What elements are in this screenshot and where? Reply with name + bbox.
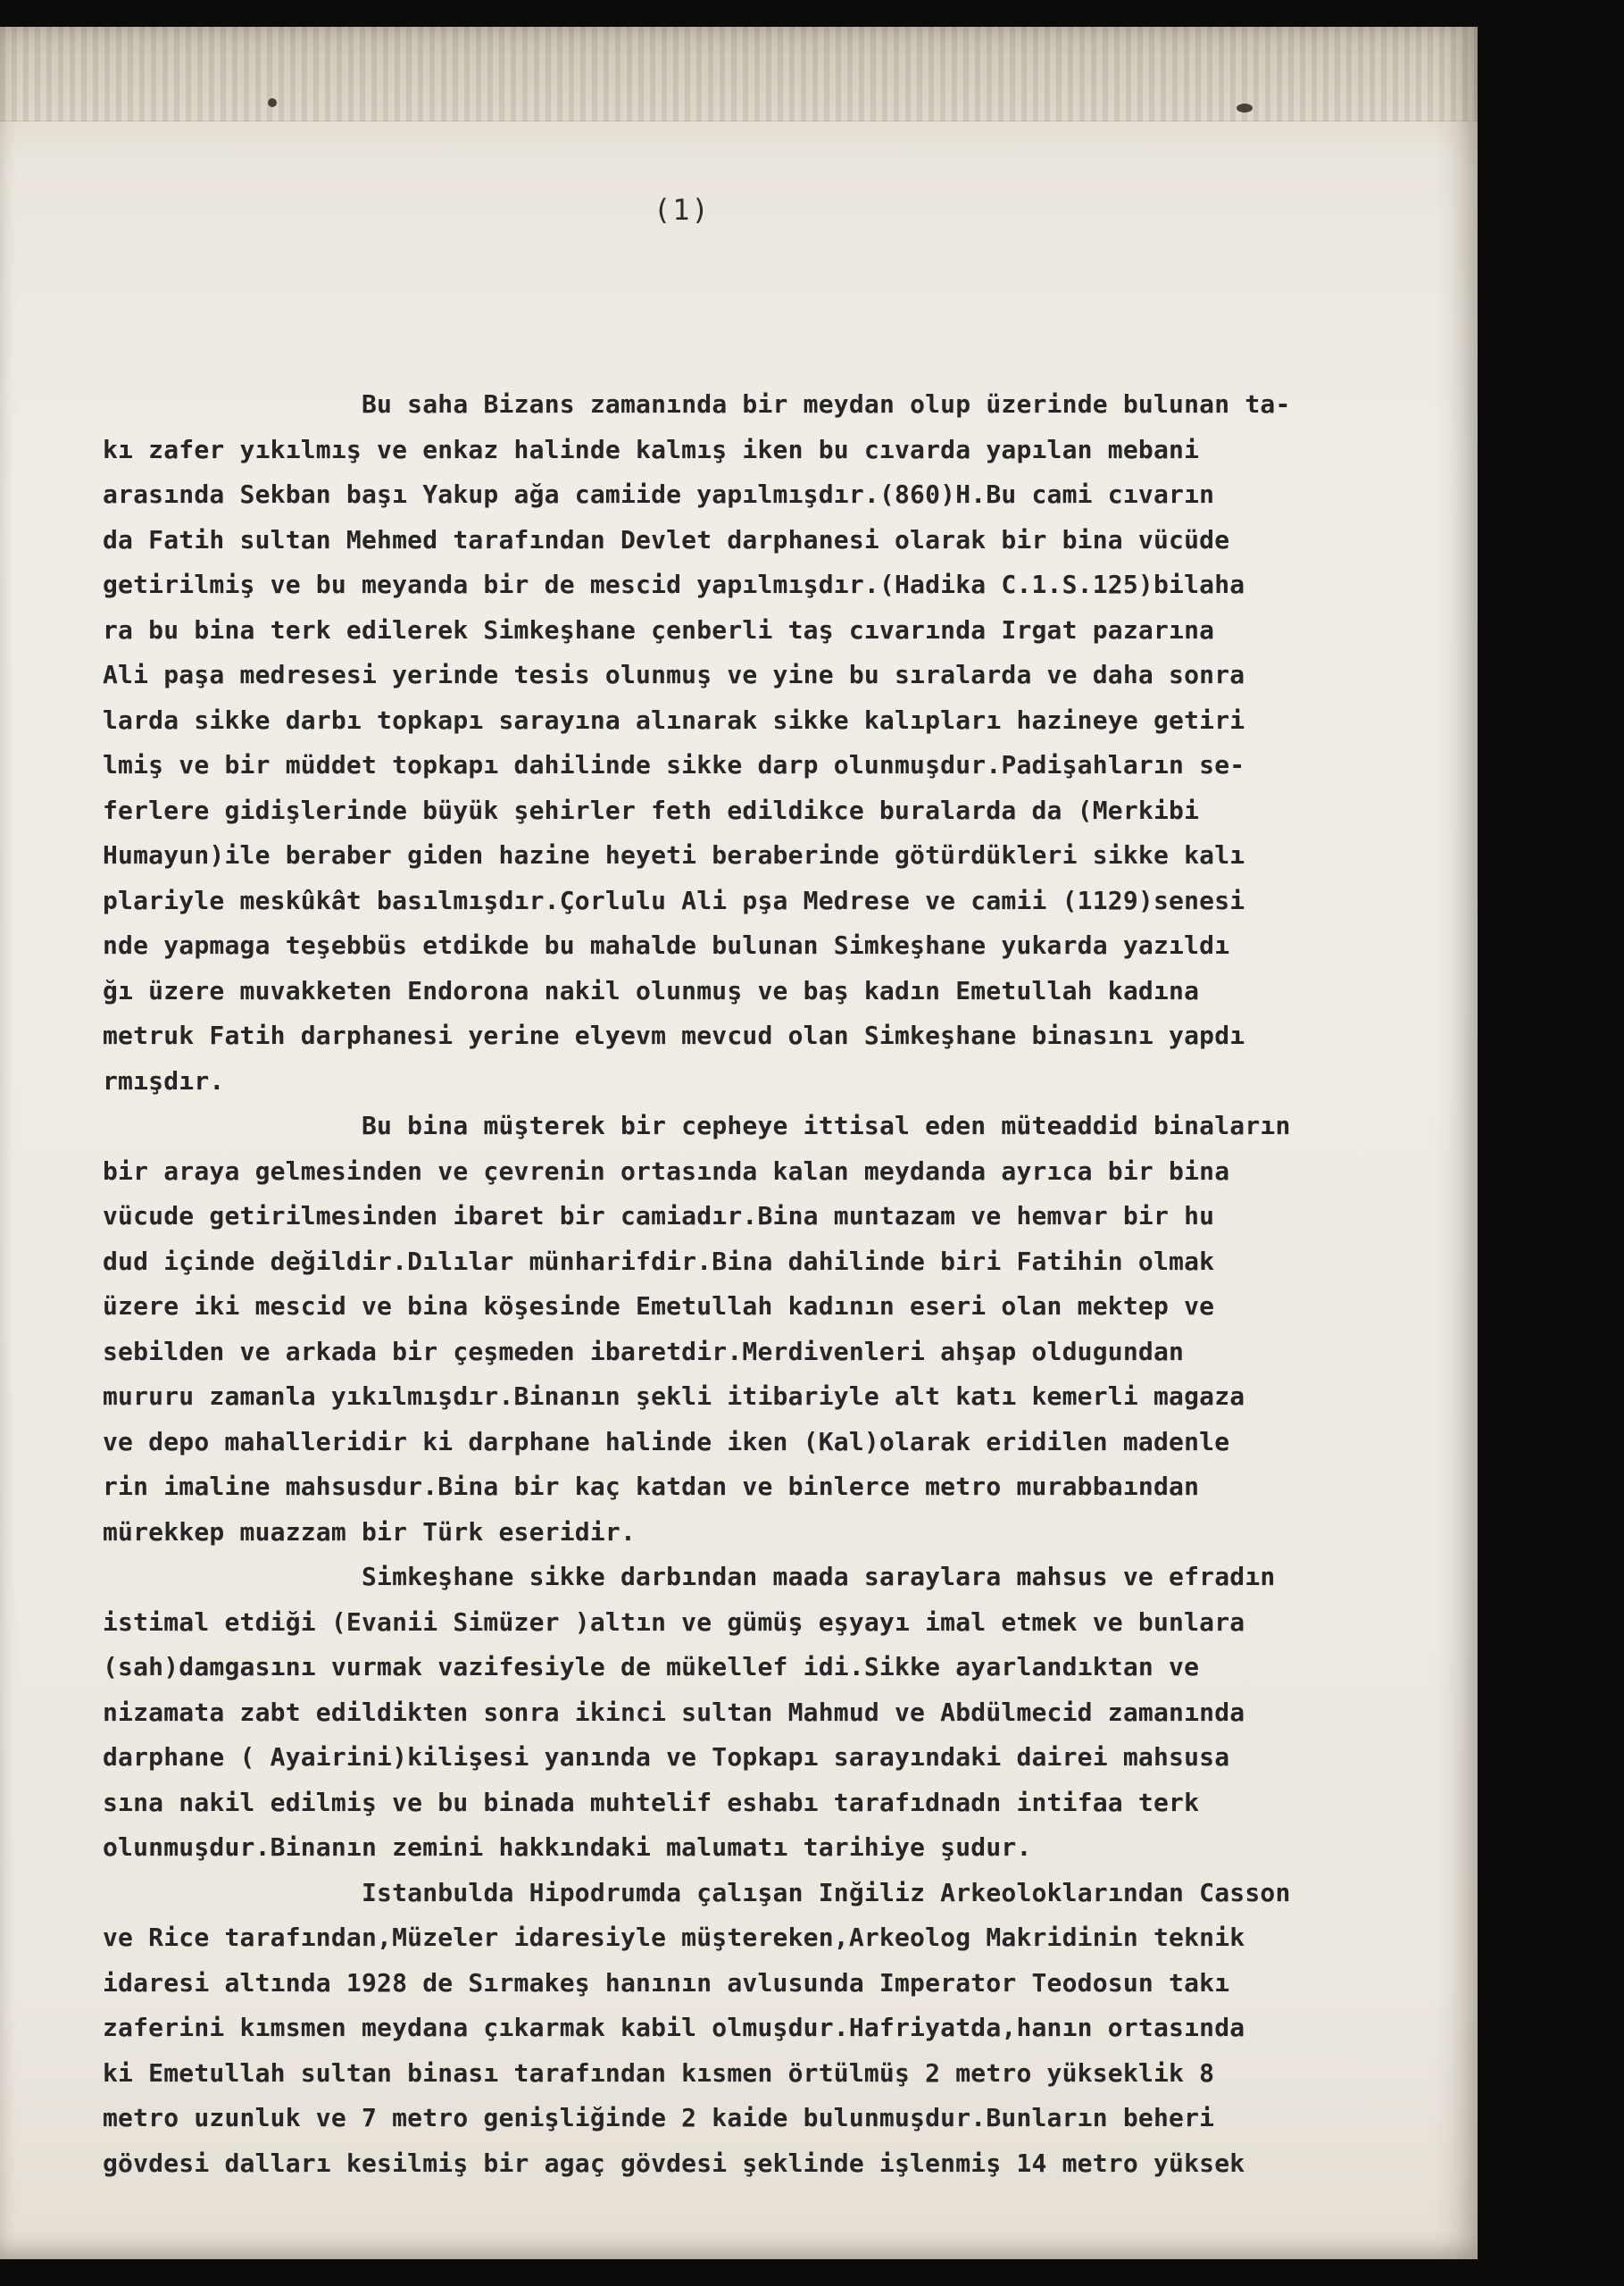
- text-line: ferlere gidişlerinde büyük şehirler feth edildikce buralarda da (Merkibi: [103, 795, 1200, 825]
- text-line: lmiş ve bir müddet topkapı dahilinde sikke darp olunmuşdur.Padişahların se-: [103, 750, 1245, 780]
- text-line: sebilden ve arkada bir çeşmeden ibaretdir.Merdivenleri ahşap oldugundan: [103, 1336, 1185, 1366]
- text-line: rin imaline mahsusdur.Bina bir kaç katdan ve binlerce metro murabbaından: [103, 1472, 1200, 1501]
- text-line: idaresi altında 1928 de Sırmakeş hanının avlusunda Imperator Teodosun takı: [103, 1967, 1230, 1998]
- text-line: rmışdır.: [103, 1065, 225, 1096]
- text-line: ve Rice tarafından,Müzeler idaresiyle müştereken,Arkeolog Makridinin teknik: [103, 1923, 1245, 1952]
- text-line: ki Emetullah sultan binası tarafından kısmen örtülmüş 2 metro yükseklik 8: [103, 2057, 1215, 2088]
- text-line: mururu zamanla yıkılmışdır.Binanın şekli itibariyle alt katı kemerli magaza: [103, 1381, 1245, 1411]
- text-line: vücude getirilmesinden ibaret bir camiadır.Bina muntazam ve hemvar bir hu: [103, 1201, 1215, 1231]
- text-line: da Fatih sultan Mehmed tarafından Devlet darphanesi olarak bir bina vücüde: [103, 524, 1230, 555]
- ink-spot: [268, 98, 277, 107]
- document-body: [103, 382, 1469, 2186]
- text-line: nizamata zabt edildikten sonra ikinci sultan Mahmud ve Abdülmecid zamanında: [103, 1697, 1245, 1727]
- text-line: gövdesi dalları kesilmiş bir agaç gövdesi şeklinde işlenmiş 14 metro yüksek: [103, 2148, 1245, 2178]
- paragraph-4: [103, 1871, 1469, 2187]
- paragraph-3: [103, 1555, 1469, 1871]
- text-line: plariyle meskûkât basılmışdır.Çorlulu Ali pşa Medrese ve camii (1129)senesi: [103, 885, 1245, 915]
- text-line: mürekkep muazzam bir Türk eseridir.: [103, 1516, 637, 1547]
- paragraph-1: [103, 382, 1469, 1104]
- text-line: Humayun)ile beraber giden hazine heyeti beraberinde götürdükleri sikke kalı: [103, 840, 1245, 870]
- text-line: (sah)damgasını vurmak vazifesiyle de mükellef idi.Sikke ayarlandıktan ve: [103, 1652, 1200, 1681]
- text-line: Istanbulda Hipodrumda çalışan Inğiliz Arkeoloklarından Casson: [362, 1877, 1291, 1907]
- text-line: sına nakil edilmiş ve bu binada muhtelif eshabı tarafıdnadn intifaa terk: [103, 1787, 1200, 1817]
- text-line: ra bu bina terk edilerek Simkeşhane çenberli taş cıvarında Irgat pazarına: [103, 614, 1215, 645]
- text-line: metruk Fatih darphanesi yerine elyevm mevcud olan Simkeşhane binasını yapdı: [103, 1021, 1245, 1050]
- text-line: ğı üzere muvakketen Endorona nakil olunmuş ve baş kadın Emetullah kadına: [103, 975, 1200, 1005]
- ink-spot: [1237, 104, 1253, 113]
- paper-top-edge: [0, 27, 1478, 121]
- text-line: Simkeşhane sikke darbından maada saraylara mahsus ve efradın: [362, 1562, 1276, 1591]
- text-line: olunmuşdur.Binanın zemini hakkındaki malumatı tarihiye şudur.: [103, 1832, 1032, 1862]
- text-line: kı zafer yıkılmış ve enkaz halinde kalmış iken bu cıvarda yapılan mebani: [103, 434, 1200, 464]
- text-line: nde yapmaga teşebbüs etdikde bu mahalde bulunan Simkeşhane yukarda yazıldı: [103, 930, 1230, 960]
- text-line: arasında Sekban başı Yakup ağa camiide yapılmışdır.(860)H.Bu cami cıvarın: [103, 480, 1215, 509]
- text-line: metro uzunluk ve 7 metro genişliğinde 2 kaide bulunmuşdur.Bunların beheri: [103, 2103, 1215, 2132]
- document-page: [0, 27, 1478, 2259]
- text-line: dud içinde değildir.Dılılar münharifdir.Bina dahilinde biri Fatihin olmak: [103, 1246, 1215, 1276]
- text-line: istimal etdiği (Evanii Simüzer )altın ve gümüş eşyayı imal etmek ve bunlara: [103, 1606, 1245, 1637]
- text-line: bir araya gelmesinden ve çevrenin ortasında kalan meydanda ayrıca bir bina: [103, 1156, 1230, 1186]
- text-line: Bu bina müşterek bir cepheye ittisal eden müteaddid binaların: [362, 1111, 1291, 1140]
- paragraph-2: [103, 1104, 1469, 1555]
- text-line: larda sikke darbı topkapı sarayına alınarak sikke kalıpları hazineye getiri: [103, 705, 1245, 735]
- text-line: üzere iki mescid ve bina köşesinde Emetullah kadının eseri olan mektep ve: [103, 1291, 1215, 1321]
- text-line: Ali paşa medresesi yerinde tesis olunmuş ve yine bu sıralarda ve daha sonra: [103, 660, 1245, 689]
- text-line: darphane ( Ayairini)kilişesi yanında ve Topkapı sarayındaki dairei mahsusa: [103, 1742, 1230, 1772]
- text-line: ve depo mahalleridir ki darphane halinde iken (Kal)olarak eridilen madenle: [103, 1426, 1230, 1456]
- text-line: zaferini kımsmen meydana çıkarmak kabil olmuşdur.Hafriyatda,hanın ortasında: [103, 2013, 1245, 2042]
- text-line: getirilmiş ve bu meyanda bir de mescid yapılmışdır.(Hadika C.1.S.125)bilaha: [103, 570, 1245, 599]
- text-line: Bu saha Bizans zamanında bir meydan olup üzerinde bulunan ta-: [362, 389, 1291, 419]
- page-number: (1): [654, 193, 711, 227]
